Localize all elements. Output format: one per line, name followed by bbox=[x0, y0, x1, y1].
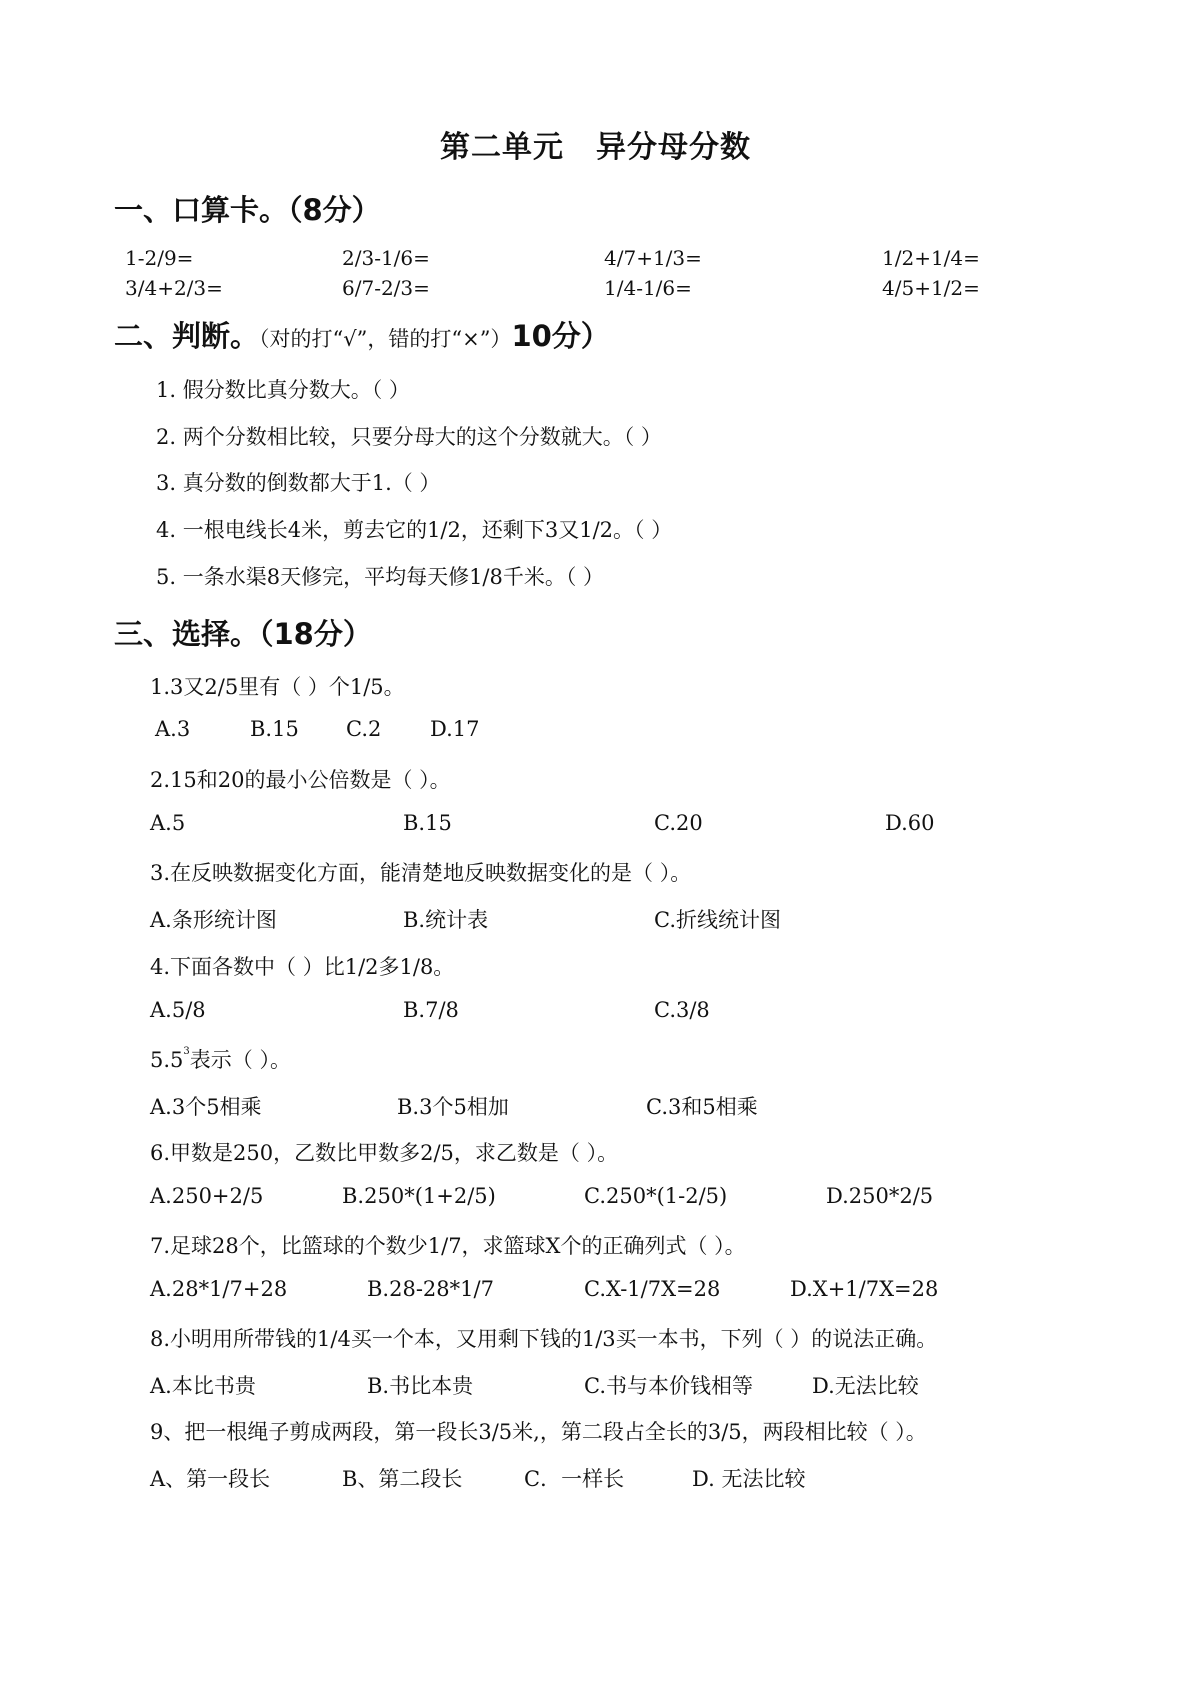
choice-option: A.5/8 bbox=[150, 998, 206, 1022]
choice-question bbox=[150, 1044, 291, 1074]
section2-heading-note: （对的打“√”，错的打“×”） bbox=[259, 327, 512, 351]
choice-option: B.28-28*1/7 bbox=[367, 1277, 494, 1301]
choice-option: A.250+2/5 bbox=[150, 1184, 264, 1208]
choice-option: C.折线统计图 bbox=[654, 908, 781, 932]
choice-option: C.250*(1-2/5) bbox=[584, 1184, 728, 1208]
choice-option: A.3个5相乘 bbox=[150, 1095, 262, 1119]
choice-question: 2.15和20的最小公倍数是（ ）。 bbox=[150, 768, 451, 792]
judgment-item: 2. 两个分数相比较，只要分母大的这个分数就大。（ ） bbox=[156, 425, 662, 449]
question-suffix: 表示（ ）。 bbox=[189, 1048, 291, 1072]
title-unit: 第二单元 bbox=[440, 130, 564, 165]
choice-option: B、第二段长 bbox=[342, 1467, 463, 1491]
choice-option: A.条形统计图 bbox=[150, 908, 277, 932]
judgment-item: 4. 一根电线长4米，剪去它的1/2，还剩下3又1/2。（ ） bbox=[156, 518, 673, 542]
choice-question: 7.足球28个，比篮球的个数少1/7，求篮球X个的正确列式（ ）。 bbox=[150, 1234, 746, 1258]
calc-item: 2/3-1/6= bbox=[342, 246, 430, 270]
choice-option: B.15 bbox=[250, 717, 299, 741]
choice-question: 4.下面各数中（ ）比1/2多1/8。 bbox=[150, 955, 455, 979]
section2-heading bbox=[114, 314, 610, 355]
calc-item: 4/5+1/2= bbox=[882, 276, 980, 300]
choice-option: A.28*1/7+28 bbox=[150, 1277, 288, 1301]
choice-option: D.60 bbox=[885, 811, 935, 835]
choice-option: A.3 bbox=[155, 717, 191, 741]
choice-option: B.统计表 bbox=[403, 908, 489, 932]
choice-option: D.17 bbox=[430, 717, 480, 741]
choice-option: C.X-1/7X=28 bbox=[584, 1277, 721, 1301]
calc-item: 1/4-1/6= bbox=[604, 276, 692, 300]
choice-option: A.本比书贵 bbox=[150, 1374, 256, 1398]
choice-option: C.书与本价钱相等 bbox=[584, 1374, 753, 1398]
section1-heading: 一、口算卡。（8分） bbox=[114, 193, 381, 227]
page-title bbox=[0, 122, 1191, 166]
choice-option: C.20 bbox=[654, 811, 703, 835]
calc-item: 3/4+2/3= bbox=[125, 276, 223, 300]
choice-option: B.3个5相加 bbox=[397, 1095, 509, 1119]
choice-option: D. 无法比较 bbox=[692, 1467, 806, 1491]
choice-option: A、第一段长 bbox=[150, 1467, 271, 1491]
choice-option: C.3/8 bbox=[654, 998, 710, 1022]
calc-item: 1/2+1/4= bbox=[882, 246, 980, 270]
section2-heading-main: 二、判断。 bbox=[114, 319, 260, 353]
choice-question: 8.小明用所带钱的1/4买一个本，又用剩下钱的1/3买一本书，下列（ ）的说法正确。 bbox=[150, 1327, 938, 1351]
calc-item: 1-2/9= bbox=[125, 246, 194, 270]
section2-heading-score: 10分） bbox=[511, 319, 610, 353]
choice-question: 3.在反映数据变化方面，能清楚地反映数据变化的是（ ）。 bbox=[150, 861, 692, 885]
judgment-item: 3. 真分数的倒数都大于1.（ ） bbox=[156, 471, 441, 495]
choice-option: A.5 bbox=[150, 811, 186, 835]
calc-item: 4/7+1/3= bbox=[604, 246, 702, 270]
choice-option: C.2 bbox=[346, 717, 382, 741]
calc-item: 6/7-2/3= bbox=[342, 276, 430, 300]
section3-heading: 三、选择。（18分） bbox=[114, 617, 372, 651]
choice-option: B.250*(1+2/5) bbox=[342, 1184, 496, 1208]
choice-option: B.7/8 bbox=[403, 998, 459, 1022]
title-topic: 异分母分数 bbox=[596, 130, 751, 165]
choice-option: D.250*2/5 bbox=[826, 1184, 934, 1208]
exponent: 3 bbox=[183, 1046, 190, 1057]
question-prefix: 5.5 bbox=[150, 1048, 184, 1072]
choice-question: 9、把一根绳子剪成两段，第一段长3/5米,，第二段占全长的3/5，两段相比较（ ）。 bbox=[150, 1420, 927, 1444]
choice-question: 1.3又2/5里有（ ）个1/5。 bbox=[150, 675, 405, 699]
choice-option: D.X+1/7X=28 bbox=[790, 1277, 939, 1301]
choice-question: 6.甲数是250，乙数比甲数多2/5，求乙数是（ ）。 bbox=[150, 1141, 619, 1165]
choice-option: C．一样长 bbox=[524, 1467, 625, 1491]
choice-option: B.15 bbox=[403, 811, 452, 835]
choice-option: D.无法比较 bbox=[812, 1374, 919, 1398]
judgment-item: 1. 假分数比真分数大。（ ） bbox=[156, 378, 410, 402]
choice-option: B.书比本贵 bbox=[367, 1374, 474, 1398]
choice-option: C.3和5相乘 bbox=[646, 1095, 758, 1119]
judgment-item: 5. 一条水渠8天修完，平均每天修1/8千米。（ ） bbox=[156, 565, 605, 589]
